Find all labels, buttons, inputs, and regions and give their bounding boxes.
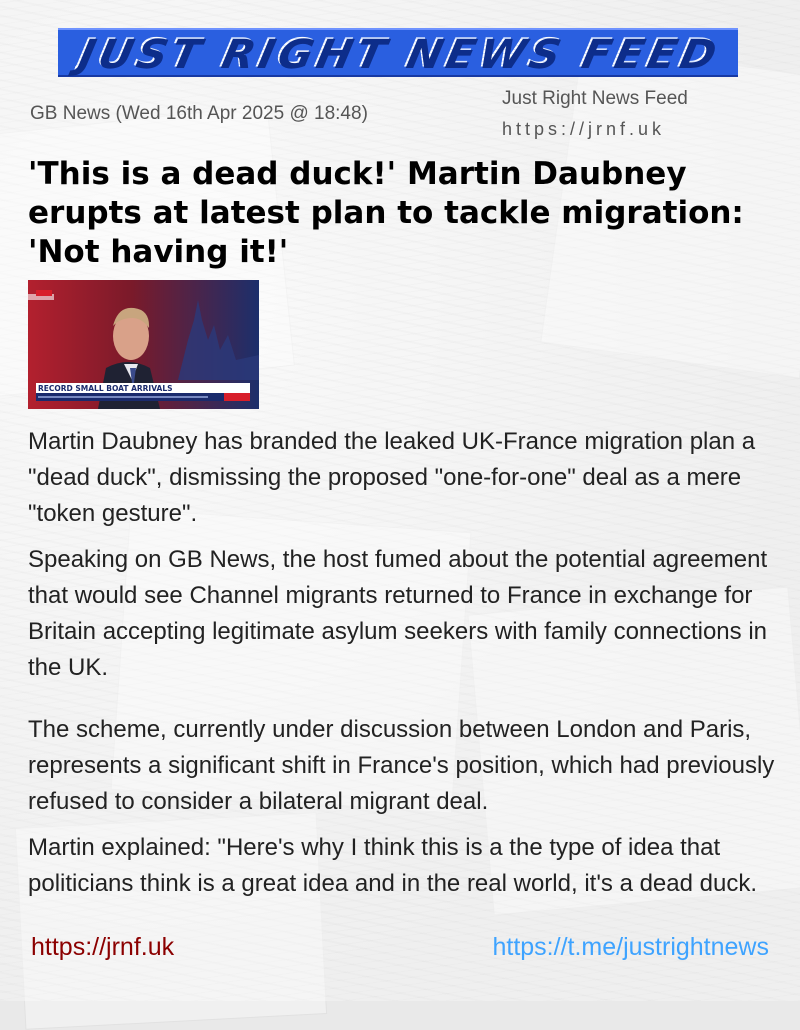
article-paragraph: The scheme, currently under discussion between London and Paris, represents a significant shift in France's position, which had previously refused to consider a bilateral migrant deal. — [28, 716, 775, 815]
presenter-image — [28, 280, 259, 409]
telegram-link[interactable]: https://t.me/justrightnews — [492, 933, 769, 961]
brand-block — [502, 88, 688, 140]
lower-third-text: RECORD SMALL BOAT ARRIVALS — [38, 384, 173, 393]
article-source-timestamp: GB News (Wed 16th Apr 2025 @ 18:48) — [30, 103, 368, 124]
site-banner — [58, 28, 738, 77]
article-headline: 'This is a dead duck!' Martin Daubney erupts at latest plan to tackle migration: 'Not having it!' — [28, 156, 744, 270]
article-paragraph: Speaking on GB News, the host fumed about the potential agreement that would see Channel migrants returned to France in exchange for Britain accepting legitimate asylum seekers with family connections in the UK. — [28, 546, 768, 681]
article-body — [28, 424, 780, 912]
article-thumbnail[interactable] — [28, 280, 259, 409]
article-paragraph: Martin Daubney has branded the leaked UK-France migration plan a "dead duck", dismissing the proposed "one-for-one" deal as a mere "token gesture". — [28, 428, 756, 527]
banner-title: JUST RIGHT NEWS FEED — [73, 29, 723, 76]
website-link[interactable]: https://jrnf.uk — [31, 933, 175, 961]
brand-name: Just Right News Feed — [502, 88, 688, 109]
brand-url: https://jrnf.uk — [502, 119, 666, 139]
article-paragraph: Martin explained: "Here's why I think this is a the type of idea that politicians think is a great idea and in the real world, it's a dead duck. — [28, 834, 757, 897]
